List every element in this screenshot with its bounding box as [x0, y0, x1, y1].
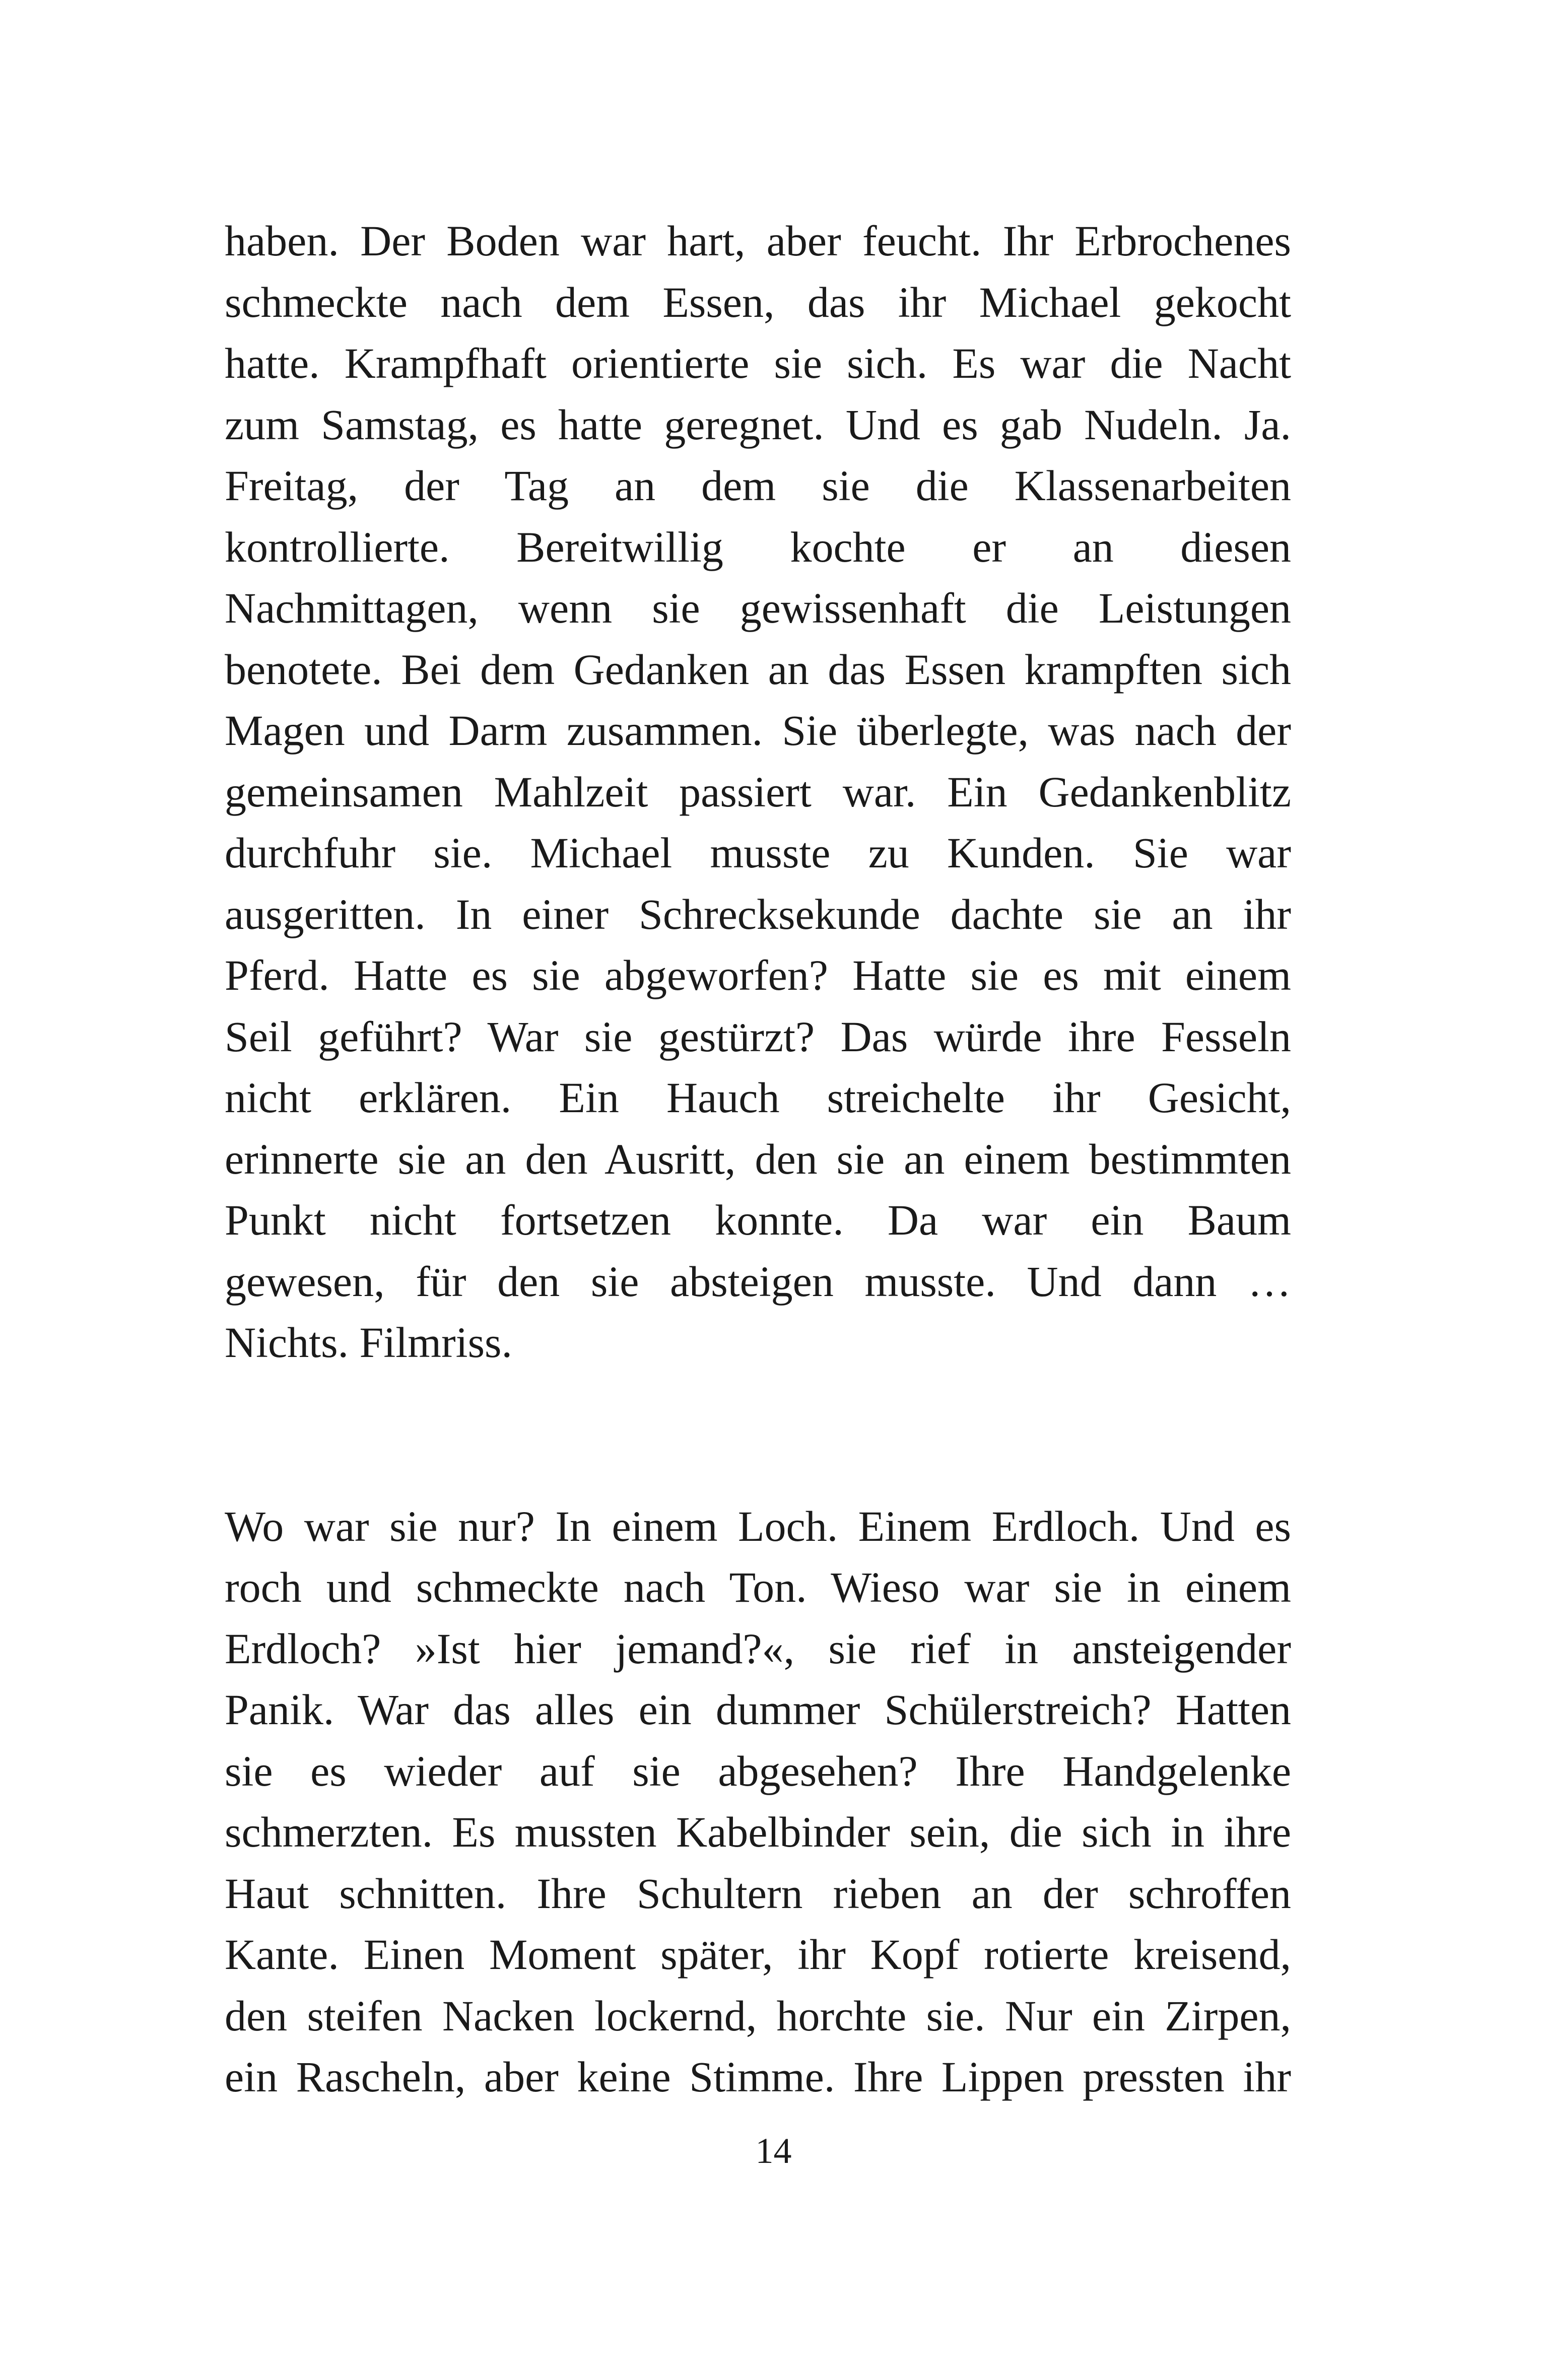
paragraph-gap	[225, 1374, 1291, 1496]
text-line: haben. Der Boden war hart, aber feucht. Ihr Erbrochenes	[225, 217, 1291, 265]
text-line: benotete. Bei dem Gedanken an das Essen krampften sich	[225, 645, 1291, 694]
text-line: Nichts. Filmriss.	[225, 1318, 513, 1367]
paragraph-1	[225, 211, 1291, 1374]
text-line: Erdloch? »Ist hier jemand?«, sie rief in ansteigender	[225, 1624, 1291, 1673]
text-line: schmerzten. Es mussten Kabelbinder sein, die sich in ihre	[225, 1808, 1291, 1856]
text-line: Haut schnitten. Ihre Schultern rieben an der schroffen	[225, 1869, 1291, 1918]
page-number: 14	[755, 2131, 792, 2171]
text-line: Freitag, der Tag an dem sie die Klassenarbeiten	[225, 461, 1291, 510]
text-line: Punkt nicht fortsetzen konnte. Da war ein Baum	[225, 1196, 1291, 1244]
text-line: hatte. Krampfhaft orientierte sie sich. Es war die Nacht	[225, 339, 1291, 387]
text-line: schmeckte nach dem Essen, das ihr Michael gekocht	[225, 278, 1291, 326]
text-line: ein Rascheln, aber keine Stimme. Ihre Lippen pressten ihr	[225, 2053, 1291, 2101]
text-line: Wo war sie nur? In einem Loch. Einem Erdloch. Und es	[225, 1502, 1291, 1550]
text-line: nicht erklären. Ein Hauch streichelte ihr Gesicht,	[225, 1073, 1291, 1122]
text-line: gewesen, für den sie absteigen musste. Und dann …	[225, 1257, 1291, 1306]
text-line: Kante. Einen Moment später, ihr Kopf rotierte kreisend,	[225, 1930, 1291, 1979]
text-line: Nachmittagen, wenn sie gewissenhaft die Leistungen	[225, 584, 1291, 632]
text-line: kontrollierte. Bereitwillig kochte er an diesen	[225, 522, 1291, 571]
paragraph-2	[225, 1496, 1291, 2108]
body-text	[225, 211, 1291, 2108]
text-line: Magen und Darm zusammen. Sie überlegte, was nach der	[225, 706, 1291, 755]
text-line: erinnerte sie an den Ausritt, den sie an einem bestimmten	[225, 1134, 1291, 1183]
text-line: den steifen Nacken lockernd, horchte sie. Nur ein Zirpen,	[225, 1991, 1291, 2040]
text-line: sie es wieder auf sie abgesehen? Ihre Handgelenke	[225, 1746, 1291, 1795]
text-line: gemeinsamen Mahlzeit passiert war. Ein Gedankenblitz	[225, 767, 1291, 816]
text-line: roch und schmeckte nach Ton. Wieso war sie in einem	[225, 1563, 1291, 1611]
text-line: durchfuhr sie. Michael musste zu Kunden. Sie war	[225, 829, 1291, 877]
text-line: Pferd. Hatte es sie abgeworfen? Hatte sie es mit einem	[225, 951, 1291, 999]
text-line: ausgeritten. In einer Schrecksekunde dachte sie an ihr	[225, 890, 1291, 938]
text-line: zum Samstag, es hatte geregnet. Und es gab Nudeln. Ja.	[225, 400, 1291, 449]
text-line: Seil geführt? War sie gestürzt? Das würde ihre Fesseln	[225, 1012, 1291, 1061]
text-line: Panik. War das alles ein dummer Schülerstreich? Hatten	[225, 1685, 1291, 1734]
